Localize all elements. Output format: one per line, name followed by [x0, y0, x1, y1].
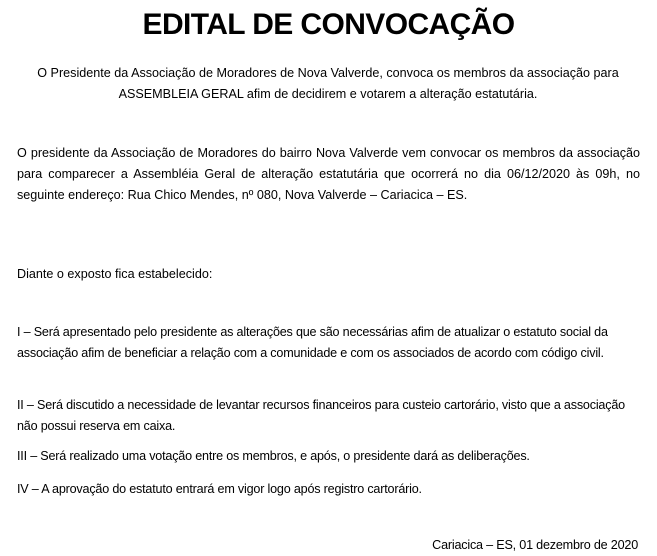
- date-signature: Cariacica – ES, 01 dezembro de 2020: [432, 538, 638, 552]
- list-item-3: III – Será realizado uma votação entre os membros, e após, o presidente dará as deliberações.: [17, 449, 530, 463]
- lead-paragraph: Diante o exposto fica estabelecido:: [17, 267, 213, 281]
- list-item-1: I – Será apresentado pelo presidente as alterações que são necessárias afim de atualizar o estatuto social da associação afim de beneficiar a relação com a comunidade e com os associados de acordo com código civil.: [17, 325, 608, 360]
- page-title: EDITAL DE CONVOCAÇÃO: [142, 8, 515, 41]
- list-item-4: IV – A aprovação do estatuto entrará em vigor logo após registro cartorário.: [17, 482, 422, 496]
- body-paragraph: O presidente da Associação de Moradores do bairro Nova Valverde vem convocar os membros da associação para comparecer a Assembléia Geral de alteração estatutária que ocorrerá no dia 06/12/2020 às 09h, no seguinte endereço: Rua Chico Mendes, nº 080, Nova Valverde – Cariacica – ES.: [17, 146, 640, 202]
- list-item-2: II – Será discutido a necessidade de levantar recursos financeiros para custeio cartorário, visto que a associação não possui reserva em caixa.: [17, 398, 625, 433]
- intro-paragraph: O Presidente da Associação de Moradores de Nova Valverde, convoca os membros da associação para ASSEMBLEIA GERAL afim de decidirem e votarem a alteração estatutária.: [37, 66, 619, 101]
